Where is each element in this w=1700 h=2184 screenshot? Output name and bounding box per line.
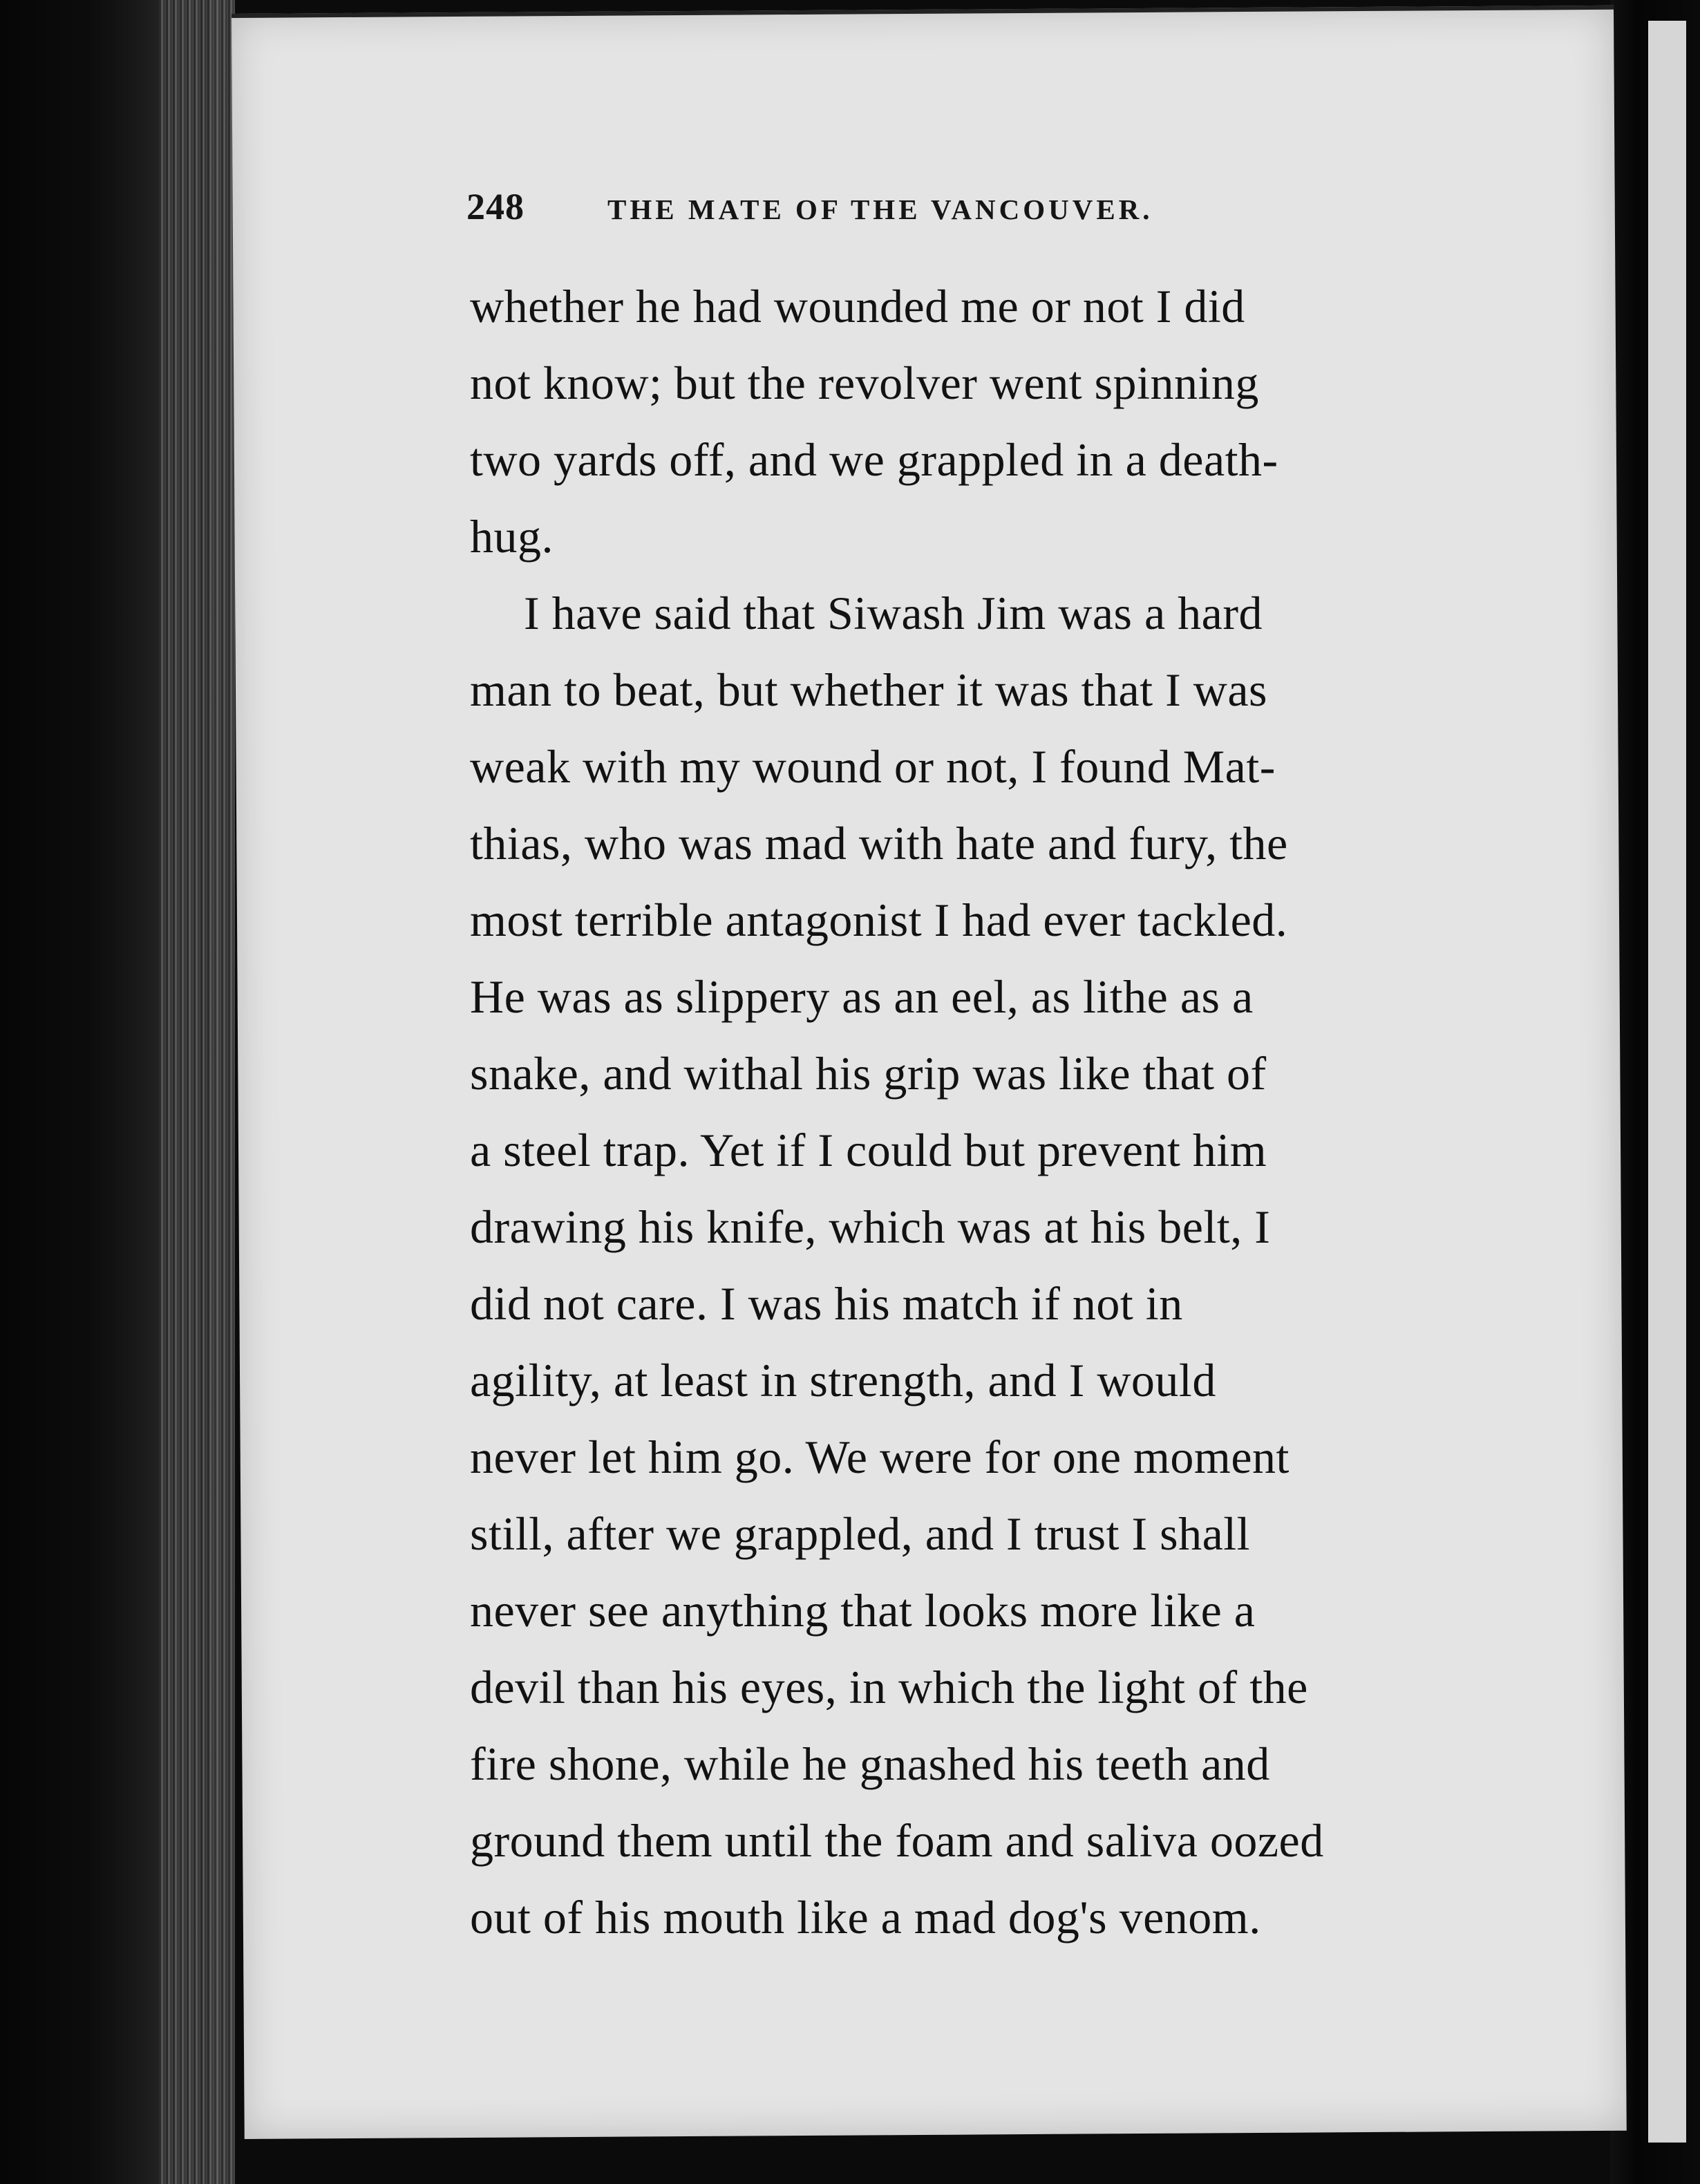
text-line-content: fire shone, while he gnashed his teeth and <box>470 1738 1270 1790</box>
text-line-content: most terrible antagonist I had ever tackled. <box>470 894 1288 946</box>
text-line-content: hug. <box>470 510 554 563</box>
text-line-content: He was as slippery as an eel, as lithe as a <box>470 970 1254 1023</box>
text-line <box>470 805 1451 882</box>
text-line <box>470 882 1451 959</box>
text-line-content: out of his mouth like a mad dog's venom. <box>470 1891 1261 1943</box>
text-line-content: ground them until the foam and saliva oozed <box>470 1814 1324 1867</box>
text-line <box>470 1035 1451 1112</box>
text-line-content: never let him go. We were for one moment <box>470 1431 1290 1483</box>
text-line-content: weak with my wound or not, I found Mat- <box>470 740 1276 793</box>
body-text <box>470 268 1451 1956</box>
text-line <box>470 1112 1451 1189</box>
text-line-content: snake, and withal his grip was like that of <box>470 1047 1267 1100</box>
text-line <box>470 1189 1451 1265</box>
text-line-content: a steel trap. Yet if I could but prevent him <box>470 1124 1267 1176</box>
text-line-content: man to beat, but whether it was that I was <box>470 663 1268 716</box>
text-line <box>470 728 1451 805</box>
text-line <box>470 1419 1451 1496</box>
text-line <box>470 1649 1451 1726</box>
text-line <box>470 1496 1451 1572</box>
text-line-content: I have said that Siwash Jim was a hard <box>524 587 1263 639</box>
text-line <box>470 1802 1451 1879</box>
text-line-content: thias, who was mad with hate and fury, the <box>470 817 1288 869</box>
text-line-content: agility, at least in strength, and I would <box>470 1354 1216 1406</box>
text-line-content: two yards off, and we grappled in a death- <box>470 433 1278 486</box>
facing-page-edge <box>1648 21 1686 2143</box>
text-line <box>470 1879 1451 1956</box>
text-line-content: not know; but the revolver went spinning <box>470 357 1259 409</box>
running-head: THE MATE OF THE VANCOUVER. <box>607 194 1153 225</box>
page-edges <box>159 0 235 2184</box>
text-line <box>470 1342 1451 1419</box>
text-line <box>470 959 1451 1035</box>
text-line <box>470 498 1451 575</box>
page-header <box>466 185 1296 234</box>
text-line <box>470 1265 1451 1342</box>
text-line-content: devil than his eyes, in which the light of the <box>470 1661 1308 1713</box>
text-line <box>470 422 1451 498</box>
text-line <box>470 268 1451 345</box>
text-line-content: still, after we grappled, and I trust I shall <box>470 1507 1251 1560</box>
text-line-content: drawing his knife, which was at his belt, I <box>470 1201 1271 1253</box>
text-line <box>470 1572 1451 1649</box>
text-line <box>470 345 1451 422</box>
text-line-content: did not care. I was his match if not in <box>470 1277 1183 1330</box>
text-line-content: whether he had wounded me or not I did <box>470 280 1245 332</box>
text-line-content: never see anything that looks more like a <box>470 1584 1256 1637</box>
text-line <box>470 575 1451 652</box>
text-line <box>470 1726 1451 1802</box>
page-number: 248 <box>466 186 525 227</box>
text-line <box>470 652 1451 728</box>
